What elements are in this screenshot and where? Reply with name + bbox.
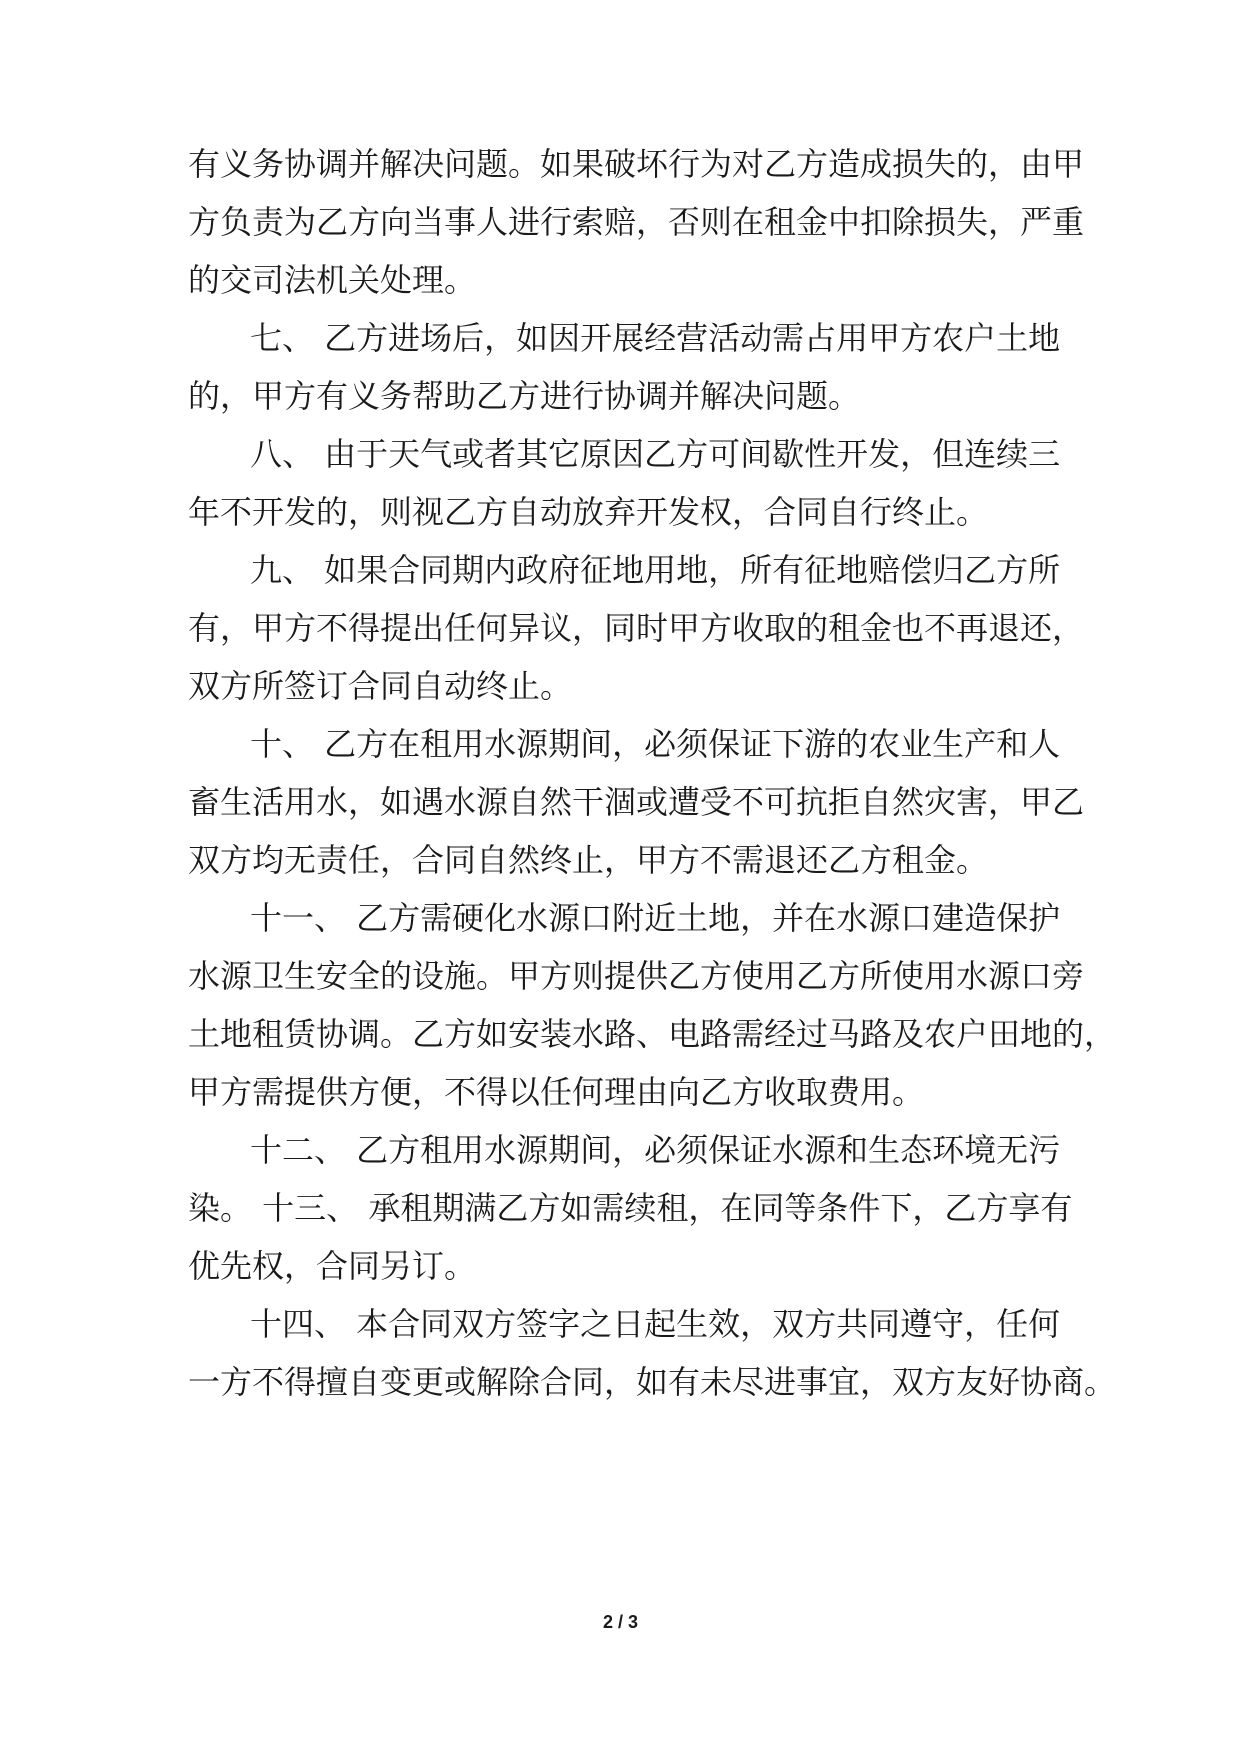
text-line: 畜生活用水，如遇水源自然干涸或遭受不可抗拒自然灾害，甲乙 [188, 783, 1085, 821]
text-line: 甲方需提供方便，不得以任何理由向乙方收取费用。 [188, 1073, 925, 1111]
clause-nine-start: 九、 如果合同期内政府征地用地，所有征地赔偿归乙方所 [250, 551, 1061, 589]
text-line: 优先权，合同另订。 [188, 1247, 477, 1285]
clause-fourteen-start: 十四、 本合同双方签字之日起生效，双方共同遵守，任何 [250, 1305, 1061, 1343]
text-line: 有义务协调并解决问题。如果破坏行为对乙方造成损失的，由甲 [188, 145, 1085, 183]
page-number: 2 / 3 [602, 1612, 639, 1632]
text-line: 的交司法机关处理。 [188, 261, 477, 299]
text-line: 年不开发的，则视乙方自动放弃开发权，合同自行终止。 [188, 493, 989, 531]
clause-ten-start: 十、 乙方在租用水源期间，必须保证下游的农业生产和人 [250, 725, 1061, 763]
clause-seven-start: 七、 乙方进场后，如因开展经营活动需占用甲方农户土地 [250, 319, 1061, 357]
clause-twelve-start: 十二、 乙方租用水源期间，必须保证水源和生态环境无污 [250, 1131, 1061, 1169]
clause-eight-start: 八、 由于天气或者其它原因乙方可间歇性开发，但连续三 [250, 435, 1061, 473]
clause-eleven-start: 十一、 乙方需硬化水源口附近土地，并在水源口建造保护 [250, 899, 1061, 937]
text-line: 土地租赁协调。乙方如安装水路、电路需经过马路及农户田地的， [188, 1015, 1117, 1053]
text-line: 一方不得擅自变更或解除合同，如有未尽进事宜，双方友好协商。 [188, 1363, 1117, 1401]
text-line: 染。 十三、 承租期满乙方如需续租，在同等条件下，乙方享有 [188, 1189, 1073, 1227]
text-line: 双方所签订合同自动终止。 [188, 667, 573, 705]
text-line: 水源卫生安全的设施。甲方则提供乙方使用乙方所使用水源口旁 [188, 957, 1085, 995]
text-line: 有，甲方不得提出任何异议，同时甲方收取的租金也不再退还， [188, 609, 1085, 647]
text-line: 双方均无责任，合同自然终止，甲方不需退还乙方租金。 [188, 841, 989, 879]
text-line: 方负责为乙方向当事人进行索赔，否则在租金中扣除损失，严重 [188, 203, 1085, 241]
text-line: 的，甲方有义务帮助乙方进行协调并解决问题。 [188, 377, 861, 415]
